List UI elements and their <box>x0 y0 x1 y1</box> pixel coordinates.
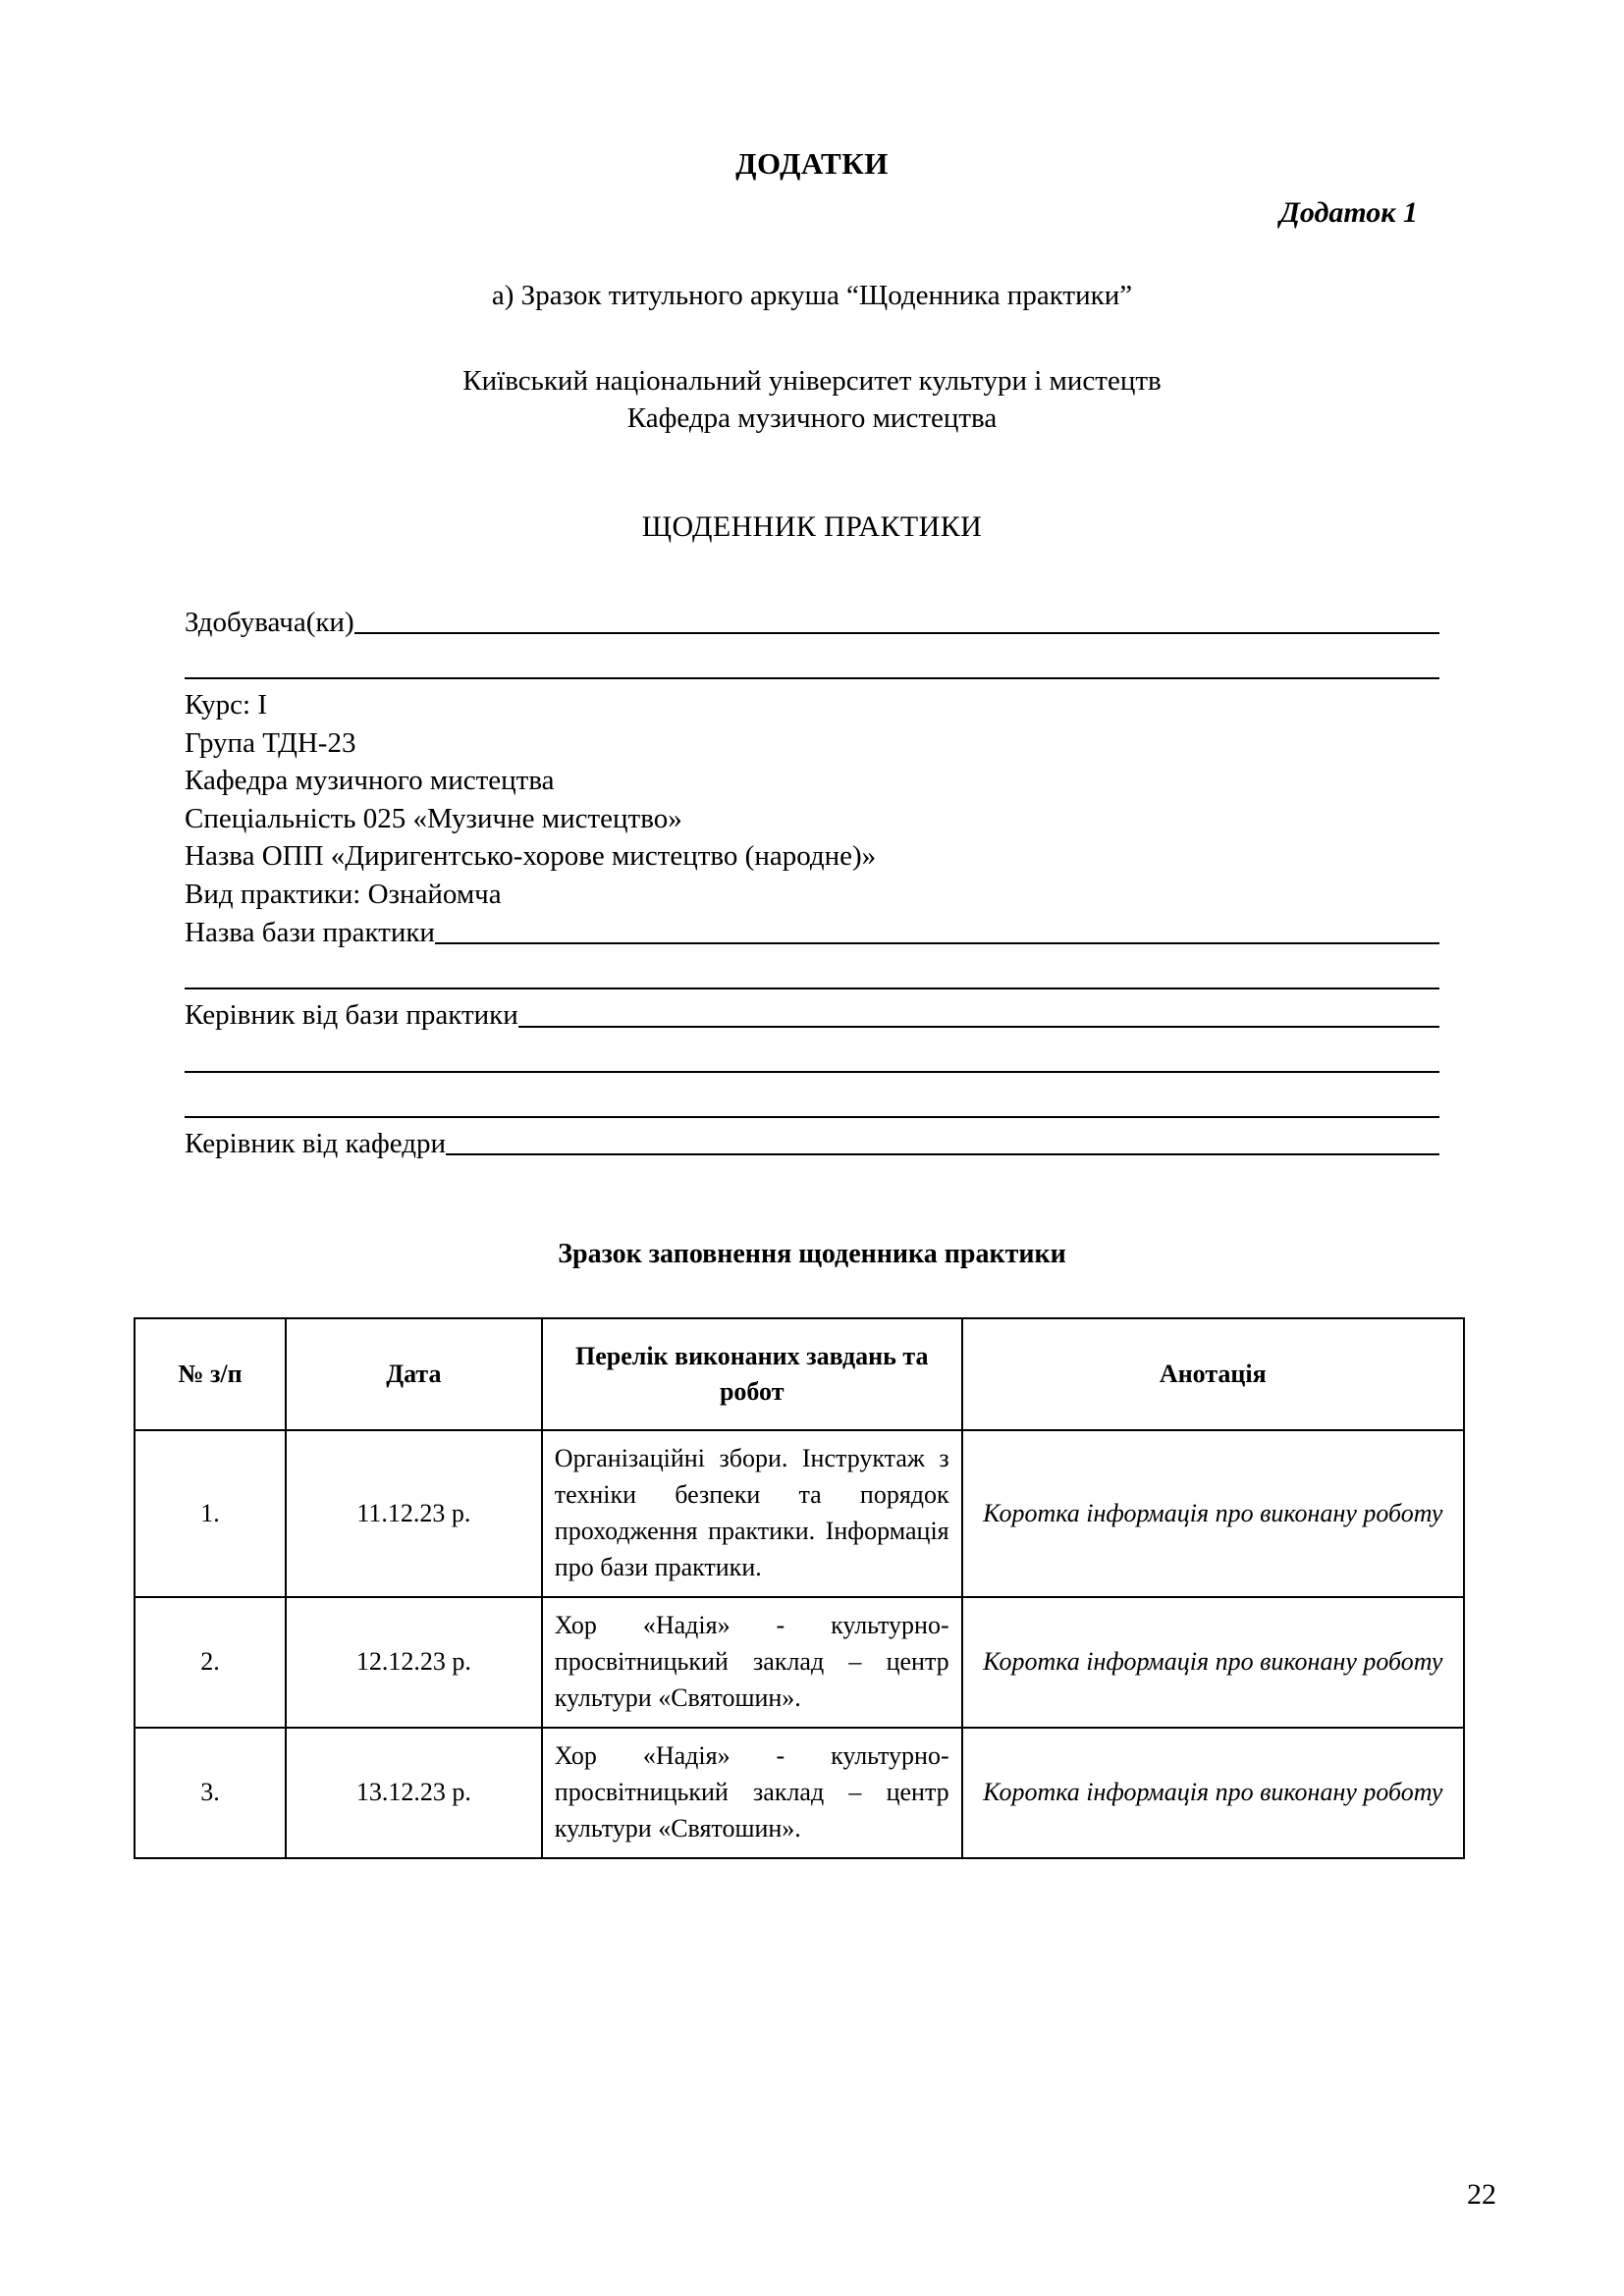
practice-base-row-second <box>185 951 1439 996</box>
practice-base-label: Назва бази практики <box>185 916 435 948</box>
base-supervisor-fill-rule-2[interactable] <box>185 1071 1439 1073</box>
base-supervisor-row <box>185 996 1439 1035</box>
row-number: 3. <box>135 1728 286 1858</box>
chair-line: Кафедра музичного мистецтва <box>185 765 555 797</box>
table-header-row <box>135 1318 1464 1430</box>
chair-supervisor-row <box>185 1125 1439 1163</box>
row-tasks: Організаційні збори. Інструктаж з техніки безпеки та порядок проходження практики. Інформація про бази практики. <box>542 1430 962 1597</box>
chair-supervisor-fill-rule[interactable] <box>446 1153 1439 1155</box>
programme-line: Назва ОПП «Диригентсько-хорове мистецтво (народне)» <box>185 840 877 873</box>
row-annotation: Коротка інформація про виконану роботу <box>962 1728 1464 1858</box>
row-number: 2. <box>135 1597 286 1728</box>
page-title: ДОДАТКИ <box>735 146 889 181</box>
student-fill-rule[interactable] <box>354 632 1439 634</box>
student-field-row <box>185 604 1439 642</box>
row-tasks: Хор «Надія» - культурно-просвітницький заклад – центр культури «Святошин». <box>542 1728 962 1858</box>
base-supervisor-row-third <box>185 1080 1439 1125</box>
practice-base-fill-rule-2[interactable] <box>185 988 1439 989</box>
table-row <box>135 1430 1464 1597</box>
group-line: Група ТДН-23 <box>185 726 356 759</box>
annex-label: Додаток 1 <box>1279 196 1418 230</box>
title-page-form <box>185 604 1439 1163</box>
page-content <box>178 0 1443 1859</box>
practice-base-fill-rule[interactable] <box>435 942 1439 944</box>
table-row <box>135 1597 1464 1728</box>
header-annotation: Анотація <box>962 1318 1464 1430</box>
page-number: 22 <box>1467 2178 1496 2211</box>
chair-supervisor-label: Керівник від кафедри <box>185 1127 447 1159</box>
base-supervisor-fill-rule[interactable] <box>518 1026 1439 1028</box>
row-date: 12.12.23 р. <box>286 1597 542 1728</box>
base-supervisor-label: Керівник від бази практики <box>185 999 518 1032</box>
table-caption: Зразок заповнення щоденника практики <box>558 1239 1066 1270</box>
department-name: Кафедра музичного мистецтва <box>626 401 998 434</box>
table-row <box>135 1728 1464 1858</box>
row-number: 1. <box>135 1430 286 1597</box>
base-supervisor-fill-rule-3[interactable] <box>185 1116 1439 1118</box>
row-date: 11.12.23 р. <box>286 1430 542 1597</box>
row-annotation: Коротка інформація про виконану роботу <box>962 1597 1464 1728</box>
speciality-line: Спеціальність 025 «Музичне мистецтво» <box>185 802 682 834</box>
practice-diary-table <box>134 1317 1465 1858</box>
diary-heading: ЩОДЕННИК ПРАКТИКИ <box>641 509 983 543</box>
header-tasks: Перелік виконаних завдань та робот <box>542 1318 962 1430</box>
student-field-row-second <box>185 641 1439 686</box>
row-date: 13.12.23 р. <box>286 1728 542 1858</box>
base-supervisor-row-second <box>185 1035 1439 1080</box>
header-date: Дата <box>286 1318 542 1430</box>
sample-title-page-caption: а) Зразок титульного аркуша “Щоденника практики” <box>491 280 1133 312</box>
row-annotation: Коротка інформація про виконану роботу <box>962 1430 1464 1597</box>
practice-base-row <box>185 914 1439 952</box>
header-number: № з/п <box>135 1318 286 1430</box>
student-fill-rule-2[interactable] <box>185 677 1439 679</box>
practice-kind-line: Вид практики: Ознайомча <box>185 879 502 911</box>
row-tasks: Хор «Надія» - культурно-просвітницький заклад – центр культури «Святошин». <box>542 1597 962 1728</box>
organisation-block <box>185 363 1439 436</box>
university-name: Київський національний університет культури і мистецтв <box>462 365 1162 398</box>
course-line: Курс: І <box>185 689 267 721</box>
student-label: Здобувача(ки) <box>185 606 354 638</box>
